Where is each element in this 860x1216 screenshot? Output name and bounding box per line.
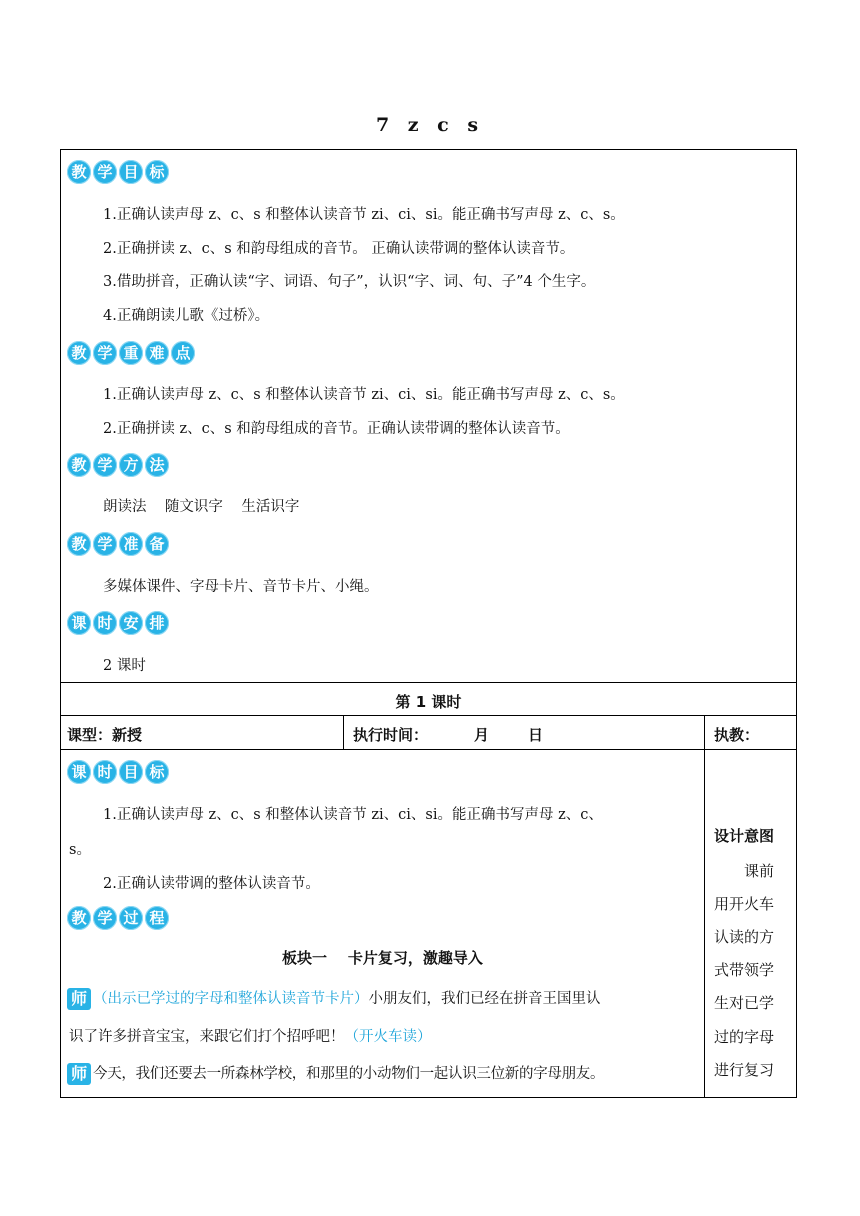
design-line: 认读的方	[714, 928, 775, 946]
stage-direction: （开火车读）	[344, 1029, 432, 1045]
lesson-header: 第 1 课时	[395, 693, 462, 711]
design-line: 生对已学	[714, 994, 775, 1012]
methods-text: 朗读法 随文识字 生活识字	[103, 499, 300, 515]
goal-item: 2.正确拼读 z、c、s 和韵母组成的音节。 正确认读带调的整体认读音节。	[103, 241, 575, 257]
teacher-label: 执教：	[714, 726, 760, 744]
badge-process: 教 学 过 程	[67, 906, 169, 930]
divider	[61, 749, 796, 750]
exec-day: 日	[528, 726, 544, 744]
paragraph-text: 小朋友们，我们已经在拼音王国里认	[368, 991, 601, 1007]
design-intent-title: 设计意图	[714, 827, 775, 845]
lesson-goal-item: 2.正确认读带调的整体认读音节。	[103, 876, 320, 892]
badge-goals: 教 学 目 标	[67, 160, 169, 184]
badge-methods: 教 学 方 法	[67, 453, 169, 477]
goal-item: 4.正确朗读儿歌《过桥》。	[103, 308, 270, 324]
badge-keypoints: 教 学 重 难 点	[67, 341, 195, 365]
badge-lesson-goals: 课 时 目 标	[67, 760, 169, 784]
keypoint-item: 2.正确拼读 z、c、s 和韵母组成的音节。正确认读带调的整体认读音节。	[103, 421, 570, 437]
lesson-goal-item-cont: s。	[69, 842, 91, 858]
exec-month: 月	[474, 726, 490, 744]
paragraph-2	[67, 1062, 604, 1085]
exec-time-label: 执行时间：	[353, 726, 429, 744]
badge-schedule: 课 时 安 排	[67, 611, 169, 635]
lesson-plan-table	[60, 149, 797, 1098]
divider	[704, 715, 705, 749]
prep-text: 多媒体课件、字母卡片、音节卡片、小绳。	[103, 579, 379, 595]
goal-item: 3.借助拼音，正确认读“字、词语、句子”，认识“字、词、句、子”4 个生字。	[103, 274, 596, 290]
lesson-type: 课型：新授	[67, 726, 143, 744]
teacher-mark-icon: 师	[67, 1063, 91, 1085]
paragraph-1-line2	[69, 1025, 432, 1046]
design-line: 过的字母	[714, 1028, 775, 1046]
lesson-goal-item: 1.正确认读声母 z、c、s 和整体认读音节 zi、ci、si。能正确书写声母 z、c、	[103, 807, 603, 823]
keypoint-item: 1.正确认读声母 z、c、s 和整体认读音节 zi、ci、si。能正确书写声母 z、c、s。	[103, 387, 625, 403]
paragraph-1	[67, 987, 601, 1010]
paragraph-text: 识了许多拼音宝宝，来跟它们打个招呼吧！	[69, 1029, 345, 1045]
block-title: 板块一 卡片复习，激趣导入	[282, 949, 483, 967]
design-line: 式带领学	[714, 961, 775, 979]
design-line: 进行复习	[714, 1061, 775, 1079]
paragraph-text: 今天，我们还要去一所森林学校，和那里的小动物们一起认识三位新的字母朋友。	[93, 1066, 605, 1082]
stage-direction: （出示已学过的字母和整体认读音节卡片）	[93, 991, 369, 1007]
design-line: 课前	[744, 862, 775, 880]
badge-prep: 教 学 准 备	[67, 532, 169, 556]
divider	[704, 749, 705, 1098]
schedule-text: 2 课时	[103, 658, 146, 674]
teacher-mark-icon: 师	[67, 988, 91, 1010]
divider	[61, 682, 796, 683]
divider	[343, 715, 344, 749]
goal-item: 1.正确认读声母 z、c、s 和整体认读音节 zi、ci、si。能正确书写声母 z、c、s。	[103, 207, 625, 223]
page-title: 7 z c s	[375, 114, 485, 136]
design-line: 用开火车	[714, 895, 775, 913]
divider	[61, 715, 796, 716]
